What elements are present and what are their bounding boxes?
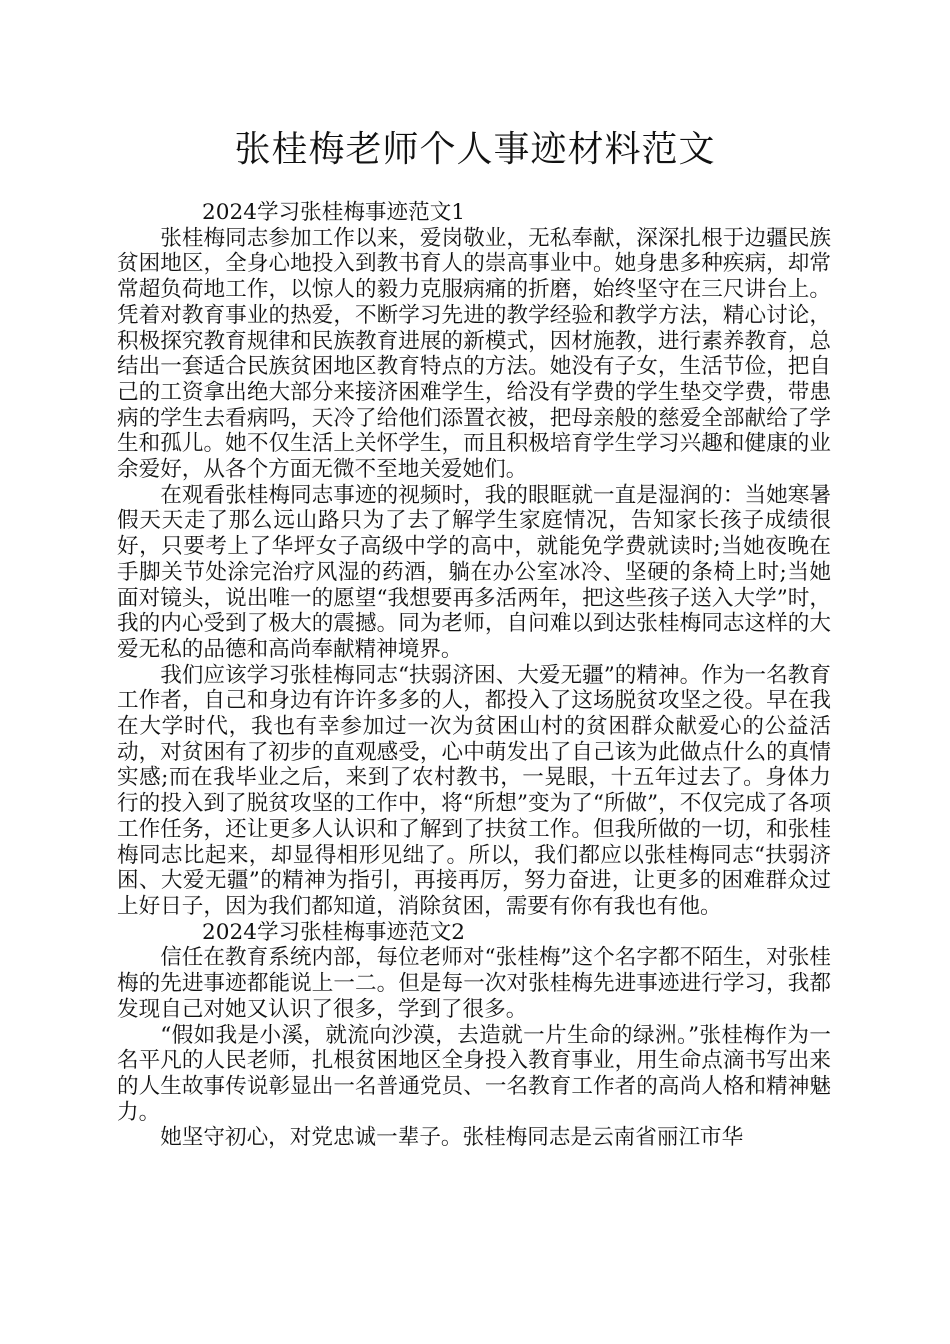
paragraph: 张桂梅同志参加工作以来，爱岗敬业，无私奉献，深深扎根于边疆民族贫困地区，全身心地投入到教书育人的崇高事业中。她身患多种疾病，却常常超负荷地工作，以惊人的毅力克服病痛的折磨，始终坚守在三尺讲台上。凭着对教育事业的热爱，不断学习先进的教学经验和教学方法，精心讨论，积极探究教育规律和民族教育进展的新模式，因材施教，进行素养教育，总结出一套适合民族贫困地区教育特点的方法。她没有子女，生活节俭，把自己的工资拿出绝大部分来接济困难学生，给没有学费的学生垫交学费，带患病的学生去看病吗，天冷了给他们添置衣被，把母亲般的慈爱全部献给了学生和孤儿。她不仅生活上关怀学生，而且积极培育学生学习兴趣和健康的业余爱好，从各个方面无微不至地关爱她们。 [117,225,831,483]
paragraph: 她坚守初心，对党忠诚一辈子。张桂梅同志是云南省丽江市华 [160,1125,744,1151]
paragraph: 我们应该学习张桂梅同志“扶弱济困、大爱无疆”的精神。作为一名教育工作者，自己和身边有许许多多的人，都投入了这场脱贫攻坚之役。早在我在大学时代，我也有幸参加过一次为贫困山村的贫困群众献爱心的公益活动，对贫困有了初步的直观感受，心中萌发出了自己该为此做点什么的真情实感;而在我毕业之后，来到了农村教书，一晃眼，十五年过去了。身体力行的投入到了脱贫攻坚的工作中，将“所想”变为了“所做”，不仅完成了各项工作任务，还让更多人认识和了解到了扶贫工作。但我所做的一切，和张桂梅同志比起来，却显得相形见绌了。所以，我们都应以张桂梅同志“扶弱济困、大爱无疆”的精神为指引，再接再厉，努力奋进，让更多的困难群众过上好日子，因为我们都知道，消除贫困，需要有你有我也有他。 [117,662,831,919]
section-heading: 2024学习张桂梅事迹范文1 [202,200,466,225]
section-heading: 2024学习张桂梅事迹范文2 [202,919,466,945]
paragraph: 在观看张桂梅同志事迹的视频时，我的眼眶就一直是湿润的：当她寒暑假天天走了那么远山路只为了去了解学生家庭情况，告知家长孩子成绩很好，只要考上了华坪女子高级中学的高中，就能免学费就读时;当她夜晚在手脚关节处涂完治疗风湿的药酒，躺在办公室冰冷、坚硬的条椅上时;当她面对镜头，说出唯一的愿望“我想要再多活两年，把这些孩子送入大学”时，我的内心受到了极大的震撼。同为老师，自问难以到达张桂梅同志这样的大爱无私的品德和高尚奉献精神境界。 [117,482,831,662]
document-body [117,200,831,1151]
paragraph: “假如我是小溪，就流向沙漠，去造就一片生命的绿洲。”张桂梅作为一名平凡的人民老师，扎根贫困地区全身投入教育事业，用生命点滴书写出来的人生故事传说彰显出一名普通党员、一名教育工作者的高尚人格和精神魅力。 [117,1022,831,1125]
document-title: 张桂梅老师个人事迹材料范文 [234,129,716,170]
paragraph: 信任在教育系统内部，每位老师对“张桂梅”这个名字都不陌生，对张桂梅的先进事迹都能说上一二。但是每一次对张桂梅先进事迹进行学习，我都发现自己对她又认识了很多，学到了很多。 [117,945,831,1022]
